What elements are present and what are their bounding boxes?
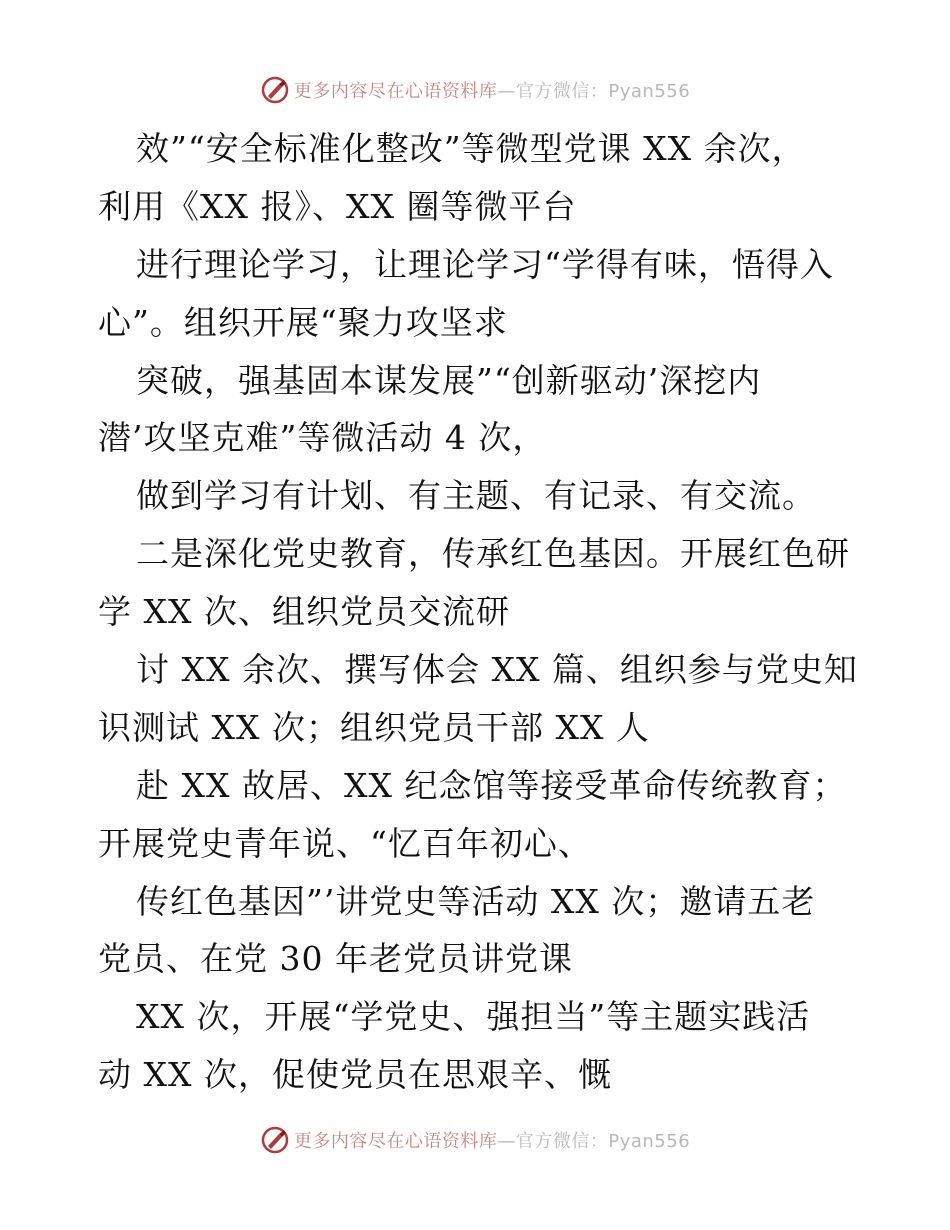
body-line: 进行理论学习，让理论学习“学得有味，悟得入: [136, 244, 834, 284]
body-line: 二是深化党史教育，传承红色基因。开展红色研: [136, 534, 850, 574]
body-line: 传红色基因”’讲党史等活动 XX 次；邀请五老: [136, 881, 816, 921]
watermark-account: 官方微信：Pyan556: [515, 81, 691, 102]
footer-watermark: [0, 1120, 950, 1160]
watermark-separator: —: [497, 1131, 516, 1152]
body-line: 效”“安全标准化整改”等微型党课 XX 余次，: [136, 129, 806, 168]
body-line: 利用《XX 报》、XX 圈等微平台: [98, 186, 577, 226]
pen-logo-icon: [260, 75, 290, 105]
body-line: 党员、在党 30 年老党员讲党课: [98, 939, 573, 979]
body-line: 动 XX 次，促使党员在思艰辛、慨: [98, 1055, 612, 1095]
body-line: 潜’攻坚克难”等微活动 4 次，: [98, 418, 547, 458]
header-watermark: [0, 70, 950, 110]
document-body: [98, 120, 858, 1104]
body-line: 做到学习有计划、有主题、有记录、有交流。: [136, 476, 816, 516]
watermark-text: [294, 77, 690, 103]
watermark-main: 更多内容尽在心语资料库: [293, 81, 498, 102]
watermark-separator: —: [497, 81, 516, 102]
body-line: 识测试 XX 次；组织党员干部 XX 人: [98, 707, 650, 747]
body-line: 开展党史青年说、“忆百年初心、: [98, 823, 592, 863]
body-line: XX 次，开展“学党史、强担当”等主题实践活: [136, 997, 811, 1037]
watermark-main: 更多内容尽在心语资料库: [293, 1131, 498, 1152]
body-line: 学 XX 次、组织党员交流研: [98, 592, 510, 632]
watermark-text: [294, 1127, 690, 1153]
body-line: 赴 XX 故居、XX 纪念馆等接受革命传统教育；: [136, 765, 847, 805]
pen-logo-icon: [260, 1125, 290, 1155]
body-line: 讨 XX 余次、撰写体会 XX 篇、组织参与党史知: [136, 650, 858, 690]
body-line: 心”。组织开展“聚力攻坚求: [98, 302, 508, 342]
body-line: 突破，强基固本谋发展”“创新驱动’深挖内: [136, 360, 762, 400]
watermark-account: 官方微信：Pyan556: [515, 1131, 691, 1152]
